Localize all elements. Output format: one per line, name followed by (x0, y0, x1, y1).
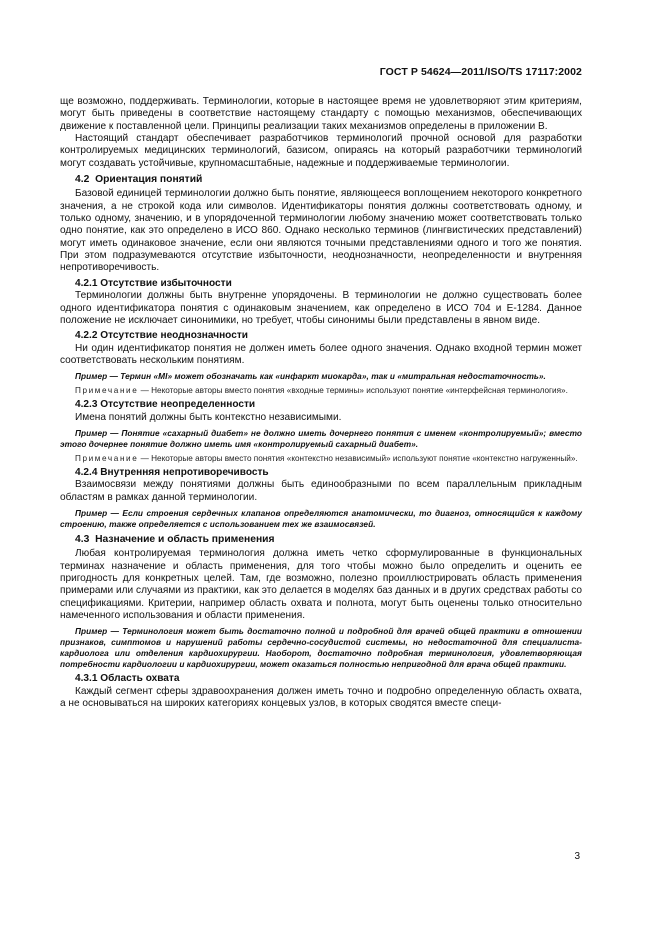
section-number: 4.2 (75, 174, 90, 186)
example-block (60, 371, 582, 382)
note-block (60, 453, 582, 464)
example-block (60, 508, 582, 530)
body-paragraph (60, 479, 582, 504)
example-text: Терминология может быть достаточно полной и подробной для врачей общей практики в отношении признаков, симптомов и нарушений работы сердечно-сосудистой системы, но недостаточной для специалиста-кардиолога или отделения кардиохирургии. Наоборот, достаточно подробная терминология, удовлетворяющая потребности кардиологии и кардиохирургии, может оказаться полностью непригодной для врача общей практики. (60, 626, 583, 670)
note-block (60, 385, 582, 396)
body-paragraph (60, 548, 582, 622)
note-text: — Некоторые авторы вместо понятия «контекстно независимый» используют понятие «контекстно нагруженный». (140, 453, 578, 463)
section-number: 4.3.1 (75, 673, 98, 685)
section-title: Отсутствие неопределенности (100, 399, 256, 411)
body-paragraph (60, 412, 582, 424)
paragraph-text: Терминологии должны быть внутренне упорядочены. В терминологии не должно существовать более одного идентификатора понятия с одинаковым значением, как определено в ИСО 704 и Е-1284. Данное положение не исключает синонимики, но требует, чтобы синонимы были представлены в явном виде. (60, 290, 582, 326)
body-paragraph (60, 290, 582, 327)
section-heading (60, 278, 582, 290)
section-heading (60, 673, 582, 685)
section-heading (60, 534, 582, 546)
body-paragraph (60, 686, 582, 711)
standard-header: ГОСТ Р 54624—2011/ISO/TS 17117:2002 (379, 66, 582, 78)
note-label: Примечание (75, 386, 139, 396)
section-title: Область охвата (100, 673, 180, 685)
paragraph-text: Настоящий стандарт обеспечивает разработчиков терминологий прочной основой для разработки контролируемых медицинских терминологий, базисом, опираясь на который разработчики терминологий могут создавать устойчивые, крупномасштабные, надежные и поддерживаемые терминологии. (60, 133, 582, 169)
paragraph-text: Базовой единицей терминологии должно быть понятие, являющееся воплощением некоторого конкретного значения, а не строкой кода или символов. Идентификаторы понятия должны соответствовать одному, и только одному, значению, и в упорядоченной терминологии любому значению может соответствовать только одно понятие, как это определено в ИСО 860. Однако несколько терминов (лингвистических представлений) могут иметь одинаковое значение, если они являются точными представлениями одного и того же понятия. При этом подразумеваются отсутствие избыточности, неоднозначности, неопределенности и внутренняя непротиворечивость. (60, 188, 582, 274)
section-heading (60, 174, 582, 186)
paragraph-text: Ни один идентификатор понятия не должен иметь более одного значения. Однако входной термин может соответствовать нескольким понятиям. (60, 342, 582, 366)
body-paragraph (60, 343, 582, 368)
paragraph-text: Каждый сегмент сферы здравоохранения должен иметь точно и подробно определенную область охвата, а не основываться на широких категориях концевых узлов, в которых сводятся вместе специ- (60, 685, 582, 710)
section-number: 4.2.4 (75, 466, 98, 478)
section-title: Отсутствие неоднозначности (100, 330, 248, 342)
body-paragraph (60, 133, 582, 170)
paragraph-text: ще возможно, поддерживать. Терминологии, которые в настоящее время не удовлетворяют этим критериям, могут быть приведены в соответствие настоящему стандарту с помощью механизмов, обеспечивающих движение к поставленной цели. Принципы реализации таких механизмов определены в приложении В. (60, 96, 582, 132)
section-title: Внутренняя непротиворечивость (100, 466, 269, 478)
example-label: Пример — (75, 371, 118, 382)
page-number: 3 (574, 851, 580, 862)
section-heading (60, 467, 582, 479)
example-block (60, 626, 582, 670)
section-title: Ориентация понятий (95, 174, 203, 186)
section-number: 4.2.3 (75, 399, 98, 411)
example-label: Пример — (75, 507, 119, 518)
note-text: — Некоторые авторы вместо понятия «входные термины» используют понятие «интерфейсная терминология». (140, 386, 568, 396)
page-body (60, 96, 582, 710)
example-label: Пример — (75, 626, 119, 637)
body-paragraph (60, 96, 582, 133)
section-heading (60, 330, 582, 342)
example-text: Термин «MI» может обозначать как «инфаркт миокарда», так и «митральная недостаточность». (120, 371, 546, 382)
section-heading (60, 399, 582, 411)
example-text: Понятие «сахарный диабет» не должно иметь дочернего понятия с именем «контролируемый»; вместо этого дочернее понятие должно иметь имя «контролируемый сахарный диабет». (60, 427, 583, 449)
paragraph-text: Взаимосвязи между понятиями должны быть единообразными по всем параллельным прикладным областям в рамках данной терминологии. (60, 479, 582, 503)
body-paragraph (60, 188, 582, 274)
example-text: Если строения сердечных клапанов определяются анатомически, то диагноз, относящийся к каждому строению, также определяется с использованием тех же взаимосвязей. (60, 507, 582, 529)
section-title: Отсутствие избыточности (100, 277, 232, 289)
example-block (60, 428, 582, 450)
section-number: 4.2.1 (75, 277, 98, 289)
section-number: 4.2.2 (75, 330, 98, 342)
note-label: Примечание (75, 453, 139, 463)
section-title: Назначение и область применения (95, 533, 275, 545)
paragraph-text: Любая контролируемая терминология должна иметь четко сформулированные в функциональных терминах назначение и область применения, для того чтобы можно было определить и оценить ее пригодность для конкретных целей. Там, где возможно, полезно проиллюстрировать область применения примерами или случаями из практики, как это делается в моделях баз данных и в других средствах работы со спецификациями. Критерии, например область охвата и полнота, могут быть оценены только относительно намеченного использования и области применения. (60, 548, 582, 621)
paragraph-text: Имена понятий должны быть контекстно независимыми. (75, 411, 342, 423)
example-label: Пример — (75, 427, 119, 438)
section-number: 4.3 (75, 533, 90, 545)
